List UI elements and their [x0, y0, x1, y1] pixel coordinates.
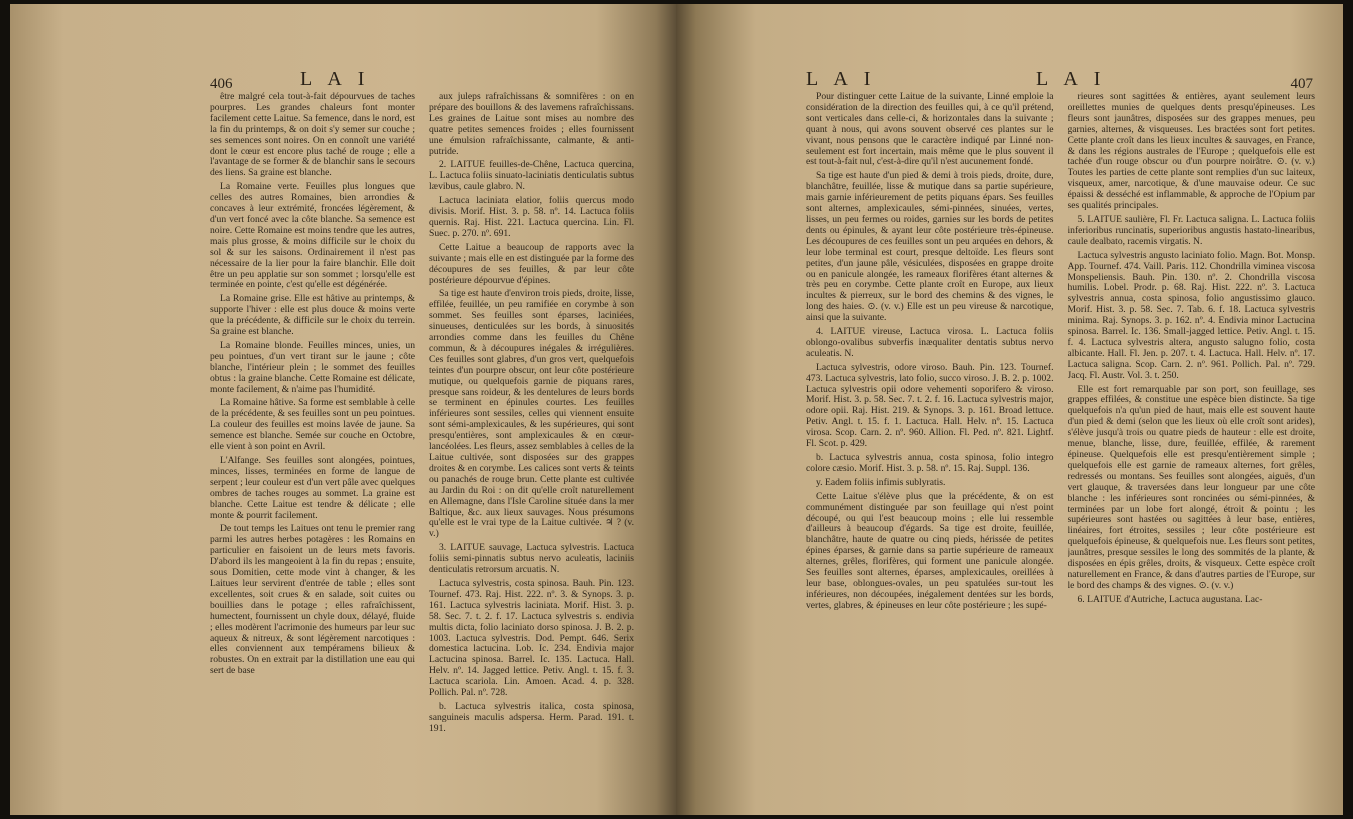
- right-column-1: [806, 92, 1054, 807]
- paragraph: aux juleps rafraîchissans & somnifères : on en prépare des bouillons & des lavemens rafraîchissans. Les graines de Laitue sont mises au nombre des quatre petites semences froides ; elles fournissent une émulsion rafraîchissante, calmante, & anti-putride.: [429, 92, 634, 157]
- running-head: L A I: [806, 68, 877, 90]
- paragraph: Pour distinguer cette Laitue de la suivante, Linné emploie la considération de la direction des feuilles qui, à ce qu'il prétend, sont verticales dans celle-ci, & horizontales dans la suivante ; quant à nous, qui avons souvent observé ces plantes sur le vivant, nous pensons que le caractère indiqué par Linné non-seulement est fort incertain, mais même que le plus souvent il est tout-à-fait nul, c'est-à-dire qu'il n'est aucunement fondé.: [806, 92, 1054, 168]
- book-spread: [10, 4, 1343, 815]
- paragraph: b. Lactuca sylvestris italica, costa spinosa, sanguineis maculis adspersa. Herm. Parad. 191. t. 191.: [429, 700, 634, 734]
- right-page-columns: [806, 92, 1315, 807]
- left-page-columns: [210, 92, 634, 807]
- paragraph: Cette Laitue a beaucoup de rapports avec la suivante ; mais elle en est distinguée par la forme des découpures de ses feuilles, & par leur côte postérieure dépourvue d'épines.: [429, 241, 634, 286]
- left-page: [10, 4, 676, 815]
- left-page-header: [210, 64, 640, 90]
- paragraph: y. Eadem foliis infimis sublyratis.: [816, 476, 946, 488]
- left-column-1: [210, 92, 415, 807]
- paragraph: b. Lactuca sylvestris annua, costa spinosa, folio integro colore cæsio. Morif. Hist. 3. p. 58. nº. 15. Raj. Suppl. 136.: [806, 452, 1054, 474]
- right-column-2: [1068, 92, 1316, 807]
- species-entry: 6. LAITUE d'Autriche, Lactuca augustana. Lac-: [1077, 593, 1263, 605]
- paragraph: La Romaine grise. Elle est hâtive au printemps, & supporte l'hiver : elle est plus douce & moins verte que la précédente, & difficile sur le choix du terrein. Sa graine est blanche.: [210, 293, 415, 338]
- species-entry: 2. LAITUE feuilles-de-Chêne, Lactuca quercina, L. Lactuca foliis sinuato-laciniatis denticulatis subtus lævibus, caule glabro. N.: [429, 159, 634, 193]
- right-page-header: [806, 64, 1313, 90]
- paragraph: Lactuca laciniata elatior, foliis quercus modo divisis. Morif. Hist. 3. p. 58. nº. 14. Lactuca foliis quernis. Raj. Hist. 221. Lactuca quercina. Lin. Fl. Suec. p. 270. nº. 691.: [429, 195, 634, 239]
- right-page: [676, 4, 1343, 815]
- species-entry: 3. LAITUE sauvage, Lactuca sylvestris. Lactuca foliis semi-pinnatis subtus nervo aculeatis, laciniis denticulatis retrorsum arcuatis. N.: [429, 542, 634, 576]
- species-entry: 5. LAITUE saulière, Fl. Fr. Lactuca saligna. L. Lactuca foliis inferioribus runcinatis, superioribus angustis hastato-linearibus, caule dealbato, racemis virgatis. N.: [1067, 213, 1315, 247]
- left-column-2: [429, 92, 634, 807]
- paragraph: Sa tige est haute d'environ trois pieds, droite, lisse, effilée, feuillée, un peu ramifiée en corymbe à son sommet. Ses feuilles sont éparses, laciniées, sinueuses, denticulées sur les bords, à sinuosités arrondies comme dans les feuilles du Chêne commun, & à découpures inégales & irrégulières. Ces feuilles sont glabres, d'un gros vert, quelquefois teintes d'un pourpre obscur, ont leur côte postérieure mutique, ou quelquefois garnie de piquans rares, presque sans roideur, & les dentelures de leurs bords se terminent en épinules courtes. Les feuilles inférieures sont sessiles, celles qui viennent ensuite sont sémi-amplexicaules, & les supérieures, qui sont presqu'entières, sont amplexicaules & en cœur-lancéolées. Les fleurs, assez semblables à celles de la Laitue cultivée, sont disposées sur des grappes droites & en corymbe. Les calices sont verts & teints ou panachés de rouge brun. Cette plante est cultivée au Jardin du Roi : on dit qu'elle croît naturellement en Allemagne, dans l'Isle Caroline située dans la mer Baltique, &c. aux lieux sauvages. Nous présumons qu'elle est le vrai type de la Laitue cultivée. ♃ ? (v. v.): [429, 288, 634, 540]
- paragraph: Lactuca sylvestris angusto laciniato folio. Magn. Bot. Monsp. App. Tournef. 474. Vaill. Paris. 112. Chondrilla viminea viscosa Monspeliensis. Bauh. Pin. 130. nº. 2. Chondrilla viscosa humilis. Lobel. Prodr. p. 68. Raj. Hist. 222. nº. 3. Lactuca sylvestris annua, costa spinosa, folio angustissimo glauco. Morif. Hist. 3. p. 58. Sec. 7. Tab. 6. f. 18. Lactuca sylvestris minima. Raj. Synops. 3. p. 162. nº. 4. Endivia minor Lactucina spinosa. Barrel. Ic. 136. Small-jagged lettice. Petiv. Angl. t. 15. f. 4. Lactuca sylvestris altera, angusto salugno folio, costa albicante. Hall. Fl. Jen. p. 207. t. 4. Lactuca. Hall. Helv. nº. 17. Lactuca saligna. Scop. Carn. 2. nº. 961. Pollich. Pal. nº. 729. Jacq. Fl. Austr. Vol. 3. t. 250.: [1067, 249, 1315, 381]
- paragraph: La Romaine blonde. Feuilles minces, unies, un peu pointues, d'un vert tirant sur le jaune ; côte blanche, l'intérieur plein ; le sommet des feuilles obtus : la graine blanche. Cette Romaine est délicate, monte facilement, & n'aime pas l'humidité.: [210, 339, 415, 395]
- paragraph: rieures sont sagittées & entières, ayant seulement leurs oreillettes munies de quelques dents presqu'épineuses. Les fleurs sont jaunâtres, disposées sur des grappes menues, peu garnies, alternes, & visqueuses. Les bractées sont fort petites. Cette plante croît dans les lieux incultes & sauvages, en France, & dans les régions australes de l'Europe ; quelquefois elle est tachée d'un rouge obscur ou d'un pourpre noirâtre. ⊙. (v. v.) Toutes les parties de cette plante sont remplies d'un suc laiteux, visqueux, amer, narcotique, & d'une mauvaise odeur. Ce suc épaissi & desséché est inflammable, & approche de l'Opium par ses qualités principales.: [1067, 92, 1315, 212]
- page-number: 407: [1290, 76, 1313, 92]
- paragraph: La Romaine verte. Feuilles plus longues que celles des autres Romaines, bien arrondies & concaves à leur extrémité, froncées légèrement, & d'un vert foncé avec la côte blanche. Sa semence est noire. Cette Romaine est moins tendre que les autres, mais plus grosse, & moins difficile sur le choix du sol & sur les saisons. Ordinairement il n'est pas nécessaire de la lier pour la faire blanchir. Elle doit être un peu applatie sur son sommet ; lorsqu'elle est terminée en pointe, c'est qu'elle est dégénérée.: [210, 181, 415, 291]
- paragraph: L'Alfange. Ses feuilles sont alongées, pointues, minces, lisses, terminées en forme de langue de serpent ; leur couleur est d'un vert pâle avec quelques ombres de taches rouges au sommet. La graine est blanche. Cette Laitue est tendre & délicate ; elle monte & pourrit facilement.: [210, 455, 415, 521]
- paragraph: Lactuca sylvestris, costa spinosa. Bauh. Pin. 123. Tournef. 473. Raj. Hist. 222. nº. 3. & Synops. 3. p. 161. Lactuca sylvestris laciniata. Morif. Hist. 3. p. 58. Sec. 7. t. 2. f. 17. Lactuca sylvestris s. endivia multis dicta, folio laciniato dorso spinosa. J. B. 2. p. 1003. Lactuca sylvestris. Dod. Pempt. 646. Serix domestica lactucina. Lob. Ic. 234. Endivia major Lactucina spinosa. Barrel. Ic. 135. Lactuca. Hall. Helv. nº. 14. Jagged lettice. Petiv. Angl. t. 15. f. 3. Lactuca scariola. Lin. Amoen. Acad. 4. p. 328. Pollich. Pal. nº. 728.: [429, 577, 634, 699]
- paragraph: La Romaine hâtive. Sa forme est semblable à celle de la précédente, & ses feuilles sont un peu pointues. La couleur des feuilles est moins lavée de jaune. Sa semence est blanche. Semée sur couche en Octobre, elle vient à son point en Avril.: [210, 397, 415, 453]
- paragraph: Elle est fort remarquable par son port, son feuillage, ses grappes effilées, & constitue une espèce bien distincte. Sa tige quelquefois n'a qu'un pied de haut, mais elle est souvent haute d'un pied & demi (selon que les lieux où elle croît sont arides), s'élève jusqu'à trois ou quatre pieds de hauteur : elle est droite, menue, blanche, lisse, dure, feuillée, effilée, & rarement épineuse. Quelquefois elle est presqu'entièrement simple ; quelquefois elle est garnie de rameaux alternes, fort grêles, redressés ou montans. Ses feuilles sont alongées, aiguës, d'un vert glauque, & traversées dans leur longueur par une côte blanche : les inférieures sont roncinées ou sémi-pinnées, & terminées par un lobe fort alongé, étroit & pointu ; les supérieures sont hastées ou sagittées à leur base, entières, linéaires, fort étroites, sessiles ; leur côte postérieure est quelquefois épineuse, & quelquefois nue. Les fleurs sont petites, jaunâtres, presque sessiles le long des sommités de la plante, & disposées en épis grêles, droits, & visqueux. Cette espèce croît naturellement en France, & dans d'autres parties de l'Europe, sur le bord des champs & des vignes. ⊙. (v. v.): [1067, 383, 1315, 591]
- paragraph: Cette Laitue s'élève plus que la précédente, & on est communément distinguée par son feuillage qui n'est point découpé, ou qui l'est beaucoup moins ; elle lui ressemble d'ailleurs à beaucoup d'égards. Sa tige est droite, feuillée, blanchâtre, haute de quatre ou cinq pieds, hérissée de petites épines éparses, & garnie dans sa partie supérieure de rameaux alternes, grêles, florifères, qui forment une panicule alongée. Ses feuilles sont alternes, éparses, amplexicaules, oreillées à leur base, oblongues-ovales, un peu spatulées sur-tout les inférieures, non découpées, inégalement dentées sur les bords, vertes, glabres, & épineuses en leur côte postérieure ; les supé-: [806, 490, 1054, 611]
- running-head: L A I: [300, 68, 371, 90]
- running-head-2: L A I: [1036, 68, 1107, 90]
- paragraph: De tout temps les Laitues ont tenu le premier rang parmi les autres herbes potagères : les Romains en particulier en faisoient un de leurs mets favoris. D'abord ils les mangeoient à la fin du repas ; ensuite, sous Domitien, cette mode vint à changer, & les Laitues leur servirent d'entrée de table ; elles sont excellentes, soit crues & en salade, soit cuites ou bouillies dans le potage ; elles rafraîchissent, humectent, fournissent un chyle doux, délayé, fluide ; elles modèrent l'acrimonie des humeurs par leur suc aqueux & nitreux, & sont légèrement narcotiques : elles conviennent aux tempéramens bilieux & robustes. On en extrait par la distillation une eau qui sert de base: [210, 523, 415, 677]
- species-entry: 4. LAITUE vireuse, Lactuca virosa. L. Lactuca foliis oblongo-ovalibus subverfis inæqualiter dentatis subtus nervo aculeatis. N.: [806, 326, 1054, 359]
- paragraph: Lactuca sylvestris, odore viroso. Bauh. Pin. 123. Tournef. 473. Lactuca sylvestris, lato folio, succo viroso. J. B. 2. p. 1002. Lactuca sylvestris opii odore vehementi soporifero & viroso. Morif. Hist. 3. p. 58. Sec. 7. t. 2. f. 16. Lactuca sylvestris major, odore opii. Raj. Hist. 219. & Synops. 3. p. 161. Broad lettuce. Petiv. Angl. t. 15. f. 1. Lactuca. Hall. Helv. nº. 15. Lactuca virosa. Scop. Carn. 2. nº. 960. Allion. Fl. Ped. nº. 821. Lightf. Fl. Scot. p. 429.: [806, 361, 1054, 450]
- paragraph: être malgré cela tout-à-fait dépourvues de taches pourpres. Les grandes chaleurs font monter facilement cette Laitue. Sa femence, dans le nord, est la fin du printemps, & on doit s'y semer sur couche ; ses semences sont noires. On en connoît une variété dont le cœur est encore plus taché de rouge ; elle a l'avantage de se former & de blanchir sans le secours des liens. Sa graine est blanche.: [210, 92, 415, 179]
- page-number: 406: [210, 76, 233, 92]
- paragraph: Sa tige est haute d'un pied & demi à trois pieds, droite, dure, blanchâtre, feuillée, lisse & mutique dans sa partie supérieure, mais garnie inférieurement de petits piquans épars. Ses feuilles sont alternes, amplexicaules, sémi-pinnées, sinuées, vertes, lisses, un peu fermes ou roides, garnies sur les bords de petites dents ou épinules, & ayant leur côte postérieure très-épineuse. Les découpures de ces feuilles sont un peu arquées en dehors, & leur lobe terminal est court, presque deltoïde. Les fleurs sont petites, d'un jaune pâle, vésiculées, disposées en grappe droite ou en panicule alongée, les rameaux florifères étant alternes & très peu en corymbe. Cette plante croît en Europe, aux lieux incultes & pierreux, sur le bord des chemins & des vignes, le long des haies. ⊙. (v. v.) Elle est un peu vireuse & narcotique, ainsi que la suivante.: [806, 170, 1054, 324]
